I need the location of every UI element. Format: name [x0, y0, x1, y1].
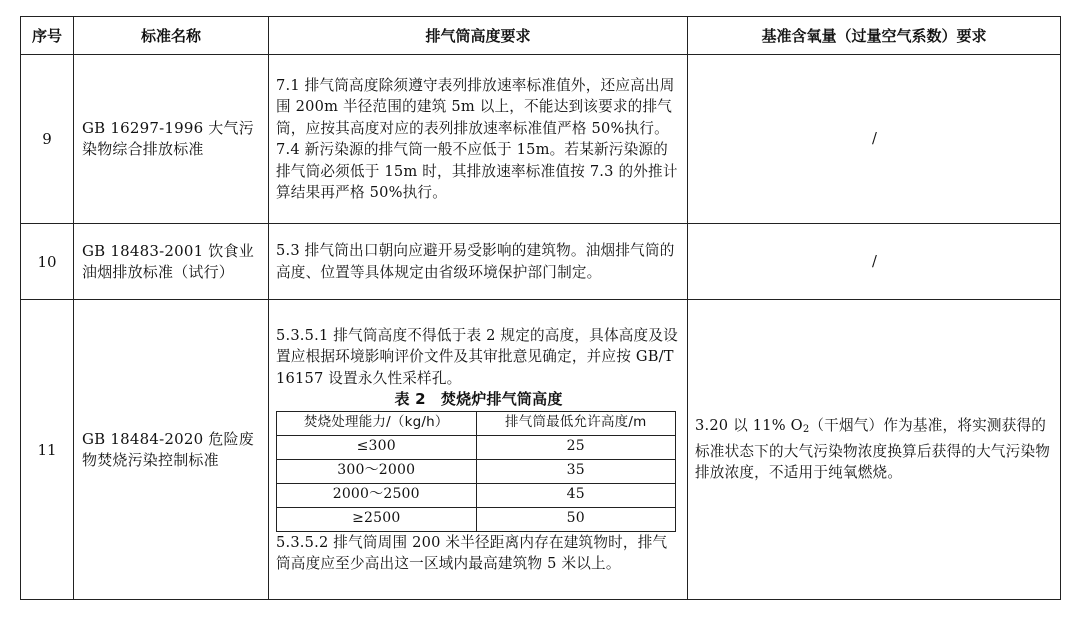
inner-cell-height: 45 [476, 483, 676, 507]
inner-cell-capacity: 300～2000 [277, 459, 477, 483]
oxygen-subscript: 2 [802, 424, 810, 436]
inner-cell-height: 50 [476, 507, 676, 531]
inner-table [276, 411, 676, 532]
requirement-paragraph: 7.1 排气筒高度除须遵守表列排放速率标准值外，还应高出周围 200m 半径范围的建筑 5m 以上，不能达到该要求的排气筒，应按其高度对应的表列排放速率标准值严格 50%执行。 [276, 76, 675, 137]
table-row [21, 300, 1061, 600]
row-name: GB 18483-2001 饮食业油烟排放标准（试行） [74, 224, 269, 300]
row-no: 9 [21, 55, 74, 224]
inner-header-row [277, 411, 676, 435]
header-oxygen: 基准含氧量（过量空气系数）要求 [688, 17, 1061, 55]
inner-row [277, 459, 676, 483]
header-row [21, 17, 1061, 55]
inner-row [277, 507, 676, 531]
row-oxygen: / [688, 55, 1061, 224]
row-requirement [269, 224, 688, 300]
row-no: 11 [21, 300, 74, 600]
row-name: GB 16297-1996 大气污染物综合排放标准 [74, 55, 269, 224]
row-requirement [269, 300, 688, 600]
requirement-paragraph: 7.4 新污染源的排气筒一般不应低于 15m。若某新污染源的排气筒必须低于 15m 时，其排放速率标准值按 7.3 的外推计算结果再严格 50%执行。 [276, 141, 678, 201]
requirement-paragraph: 5.3.5.2 排气筒周围 200 米半径距离内存在建筑物时，排气筒高度应至少高出这一区域内最高建筑物 5 米以上。 [276, 533, 668, 572]
inner-row [277, 435, 676, 459]
header-no: 序号 [21, 17, 74, 55]
inner-cell-capacity: ≥2500 [277, 507, 477, 531]
inner-header-height: 排气筒最低允许高度/m [476, 411, 676, 435]
row-name: GB 18484-2020 危险废物焚烧污染控制标准 [74, 300, 269, 600]
table-row [21, 55, 1061, 224]
oxygen-text-end: （干烟气）作为基准，将实测获得的标准状态下的大气污染物浓度换算后获得的大气污染物排放浓度，不适用于纯氧燃烧。 [695, 417, 1051, 482]
header-name: 标准名称 [74, 17, 269, 55]
standards-table [20, 16, 1061, 600]
row-oxygen: / [688, 224, 1061, 300]
inner-header-capacity: 焚烧处理能力/（kg/h） [277, 411, 477, 435]
inner-cell-capacity: ≤300 [277, 435, 477, 459]
requirement-paragraph: 5.3.5.1 排气筒高度不得低于表 2 规定的高度，具体高度及设置应根据环境影响评价文件及其审批意见确定，并应按 GB/T 16157 设置永久性采样孔。 [276, 326, 678, 387]
row-no: 10 [21, 224, 74, 300]
requirement-paragraph: 5.3 排气筒出口朝向应避开易受影响的建筑物。油烟排气筒的高度、位置等具体规定由省级环境保护部门制定。 [276, 242, 675, 281]
inner-table-title: 表 2 焚烧炉排气筒高度 [394, 390, 563, 408]
header-requirement: 排气筒高度要求 [269, 17, 688, 55]
oxygen-text-start: 3.20 以 11% O [695, 417, 803, 435]
row-oxygen [688, 300, 1061, 600]
inner-cell-capacity: 2000～2500 [277, 483, 477, 507]
inner-cell-height: 25 [476, 435, 676, 459]
row-requirement [269, 55, 688, 224]
inner-row [277, 483, 676, 507]
table-row [21, 224, 1061, 300]
inner-cell-height: 35 [476, 459, 676, 483]
